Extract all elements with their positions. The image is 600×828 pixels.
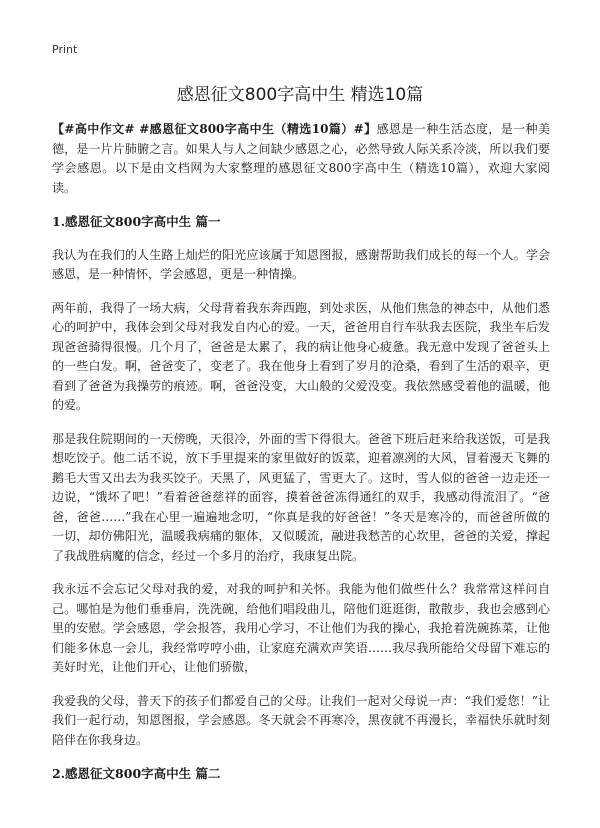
paragraph: 我认为在我们的人生路上灿烂的阳光应该属于知恩图报，感谢帮助我们成长的每一个人。学会感恩，是一种情怀，学会感恩，更是一种情操。 bbox=[52, 247, 550, 281]
print-label: Print bbox=[52, 43, 78, 56]
paragraph: 我爱我的父母，普天下的孩子们都爱自己的父母。让我们一起对父母说一声：“我们爱您！”让我们一起行动，知恩图报，学会感恩。冬天就会不再寒冷，黑夜就不再漫长，幸福快乐就时刻陪伴在你我身边。 bbox=[52, 693, 550, 747]
section-heading-1: 1.感恩征文800字高中生 篇一 bbox=[52, 214, 221, 229]
paragraph: 两年前，我得了一场大病，父母背着我东奔西跑，到处求医，从他们焦急的神态中，从他们悉心的呵护中，我体会到父母对我发自内心的爱。一天，爸爸用自行车驮我去医院，我坐车后发现爸爸骑得很慢。几个月了，爸爸是太累了，我的病让他身心疲惫。我无意中发现了爸爸头上的一些白发。啊，爸爸变了，变老了。我在他身上看到了岁月的沧桑，看到了生活的艰辛，更看到了爸爸为我操劳的痕迹。啊，爸爸没变，大山般的父爱没变。我依然感受着他的温暖，他的爱。 bbox=[52, 300, 550, 412]
intro-text: 感恩是一种生活态度，是一种美德，是一片片肺腑之言。如果人与人之间缺少感恩之心，必然导致人际关系冷淡，所以我们要学会感恩。以下是由文档网为大家整理的感恩征文800字高中生（精选10篇），欢迎大家阅读。 bbox=[52, 122, 550, 195]
intro-paragraph bbox=[52, 120, 550, 198]
document-body bbox=[52, 120, 550, 798]
document-title: 感恩征文800字高中生 精选10篇 bbox=[176, 85, 424, 105]
paragraph: 那是我住院期间的一天傍晚，天很冷，外面的雪下得很大。爸爸下班后赶来给我送饭，可是我想吃饺子。他二话不说，放下手里提来的家里做好的饭菜，迎着凛冽的大风，冒着漫天飞舞的鹅毛大雪又出去为我买饺子。天黑了，风更猛了，雪更大了。这时，雪人似的爸爸一边走还一边说，“饿坏了吧！”看着爸爸慈祥的面容，摸着爸爸冻得通红的双手，我感动得流泪了。“爸爸，爸爸……”我在心里一遍遍地念叨，“你真是我的好爸爸！”冬天是寒冷的，而爸爸所做的一切，却仿佛阳光，温暖我病痛的躯体，又似暖流，融进我愁苦的心坎里，爸爸的关爱，撑起了我战胜病魔的信念，经过一个多月的治疗，我康复出院。 bbox=[52, 431, 550, 563]
intro-tags: 【#高中作文# #感恩征文800字高中生（精选10篇）#】 bbox=[52, 122, 377, 136]
paragraph: 我永远不会忘记父母对我的爱，对我的呵护和关怀。我能为他们做些什么？我常常这样问自己。哪怕是为他们垂垂肩，洗洗碗，给他们唱段曲儿，陪他们逛逛街，散散步，我也会感到心里的安慰。学会感恩，学会报答，我用心学习，不让他们为我的操心，我抢着洗碗拣菜，让他们能多休息一会儿，我经常哼哼小曲，让家庭充满欢声笑语……我尽我所能给父母留下难忘的美好时光，让他们开心，让他们骄傲， bbox=[52, 582, 550, 674]
section-heading-2: 2.感恩征文800字高中生 篇二 bbox=[52, 766, 221, 781]
